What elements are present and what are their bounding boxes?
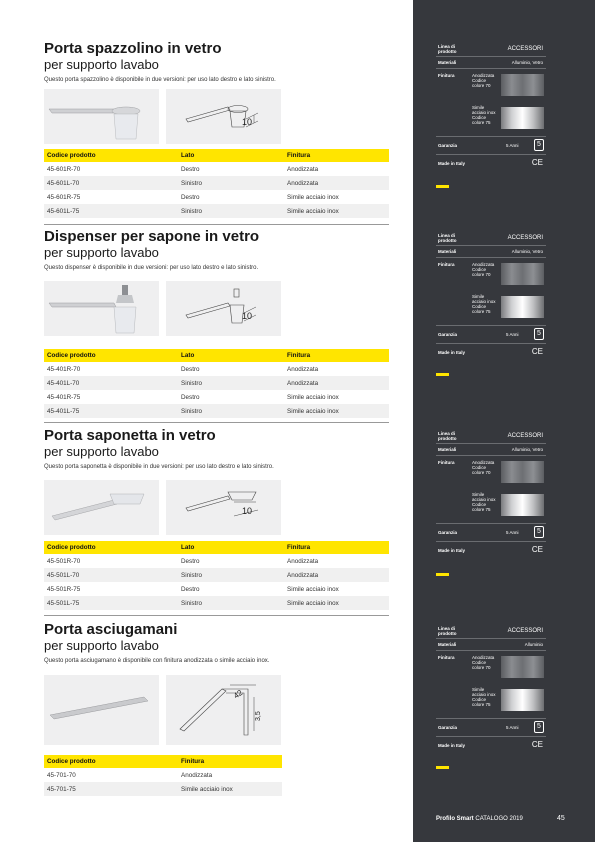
product-photo	[44, 281, 159, 336]
cell-lato: Sinistro	[178, 204, 284, 218]
cell-finitura: Simile acciaio inox	[287, 585, 339, 593]
spec-row-made	[436, 344, 546, 362]
cell-finitura: Anodizzata	[181, 771, 213, 779]
spec-value: ACCESSORI	[507, 433, 543, 439]
spec-panel	[436, 430, 546, 560]
spec-row-garanzia	[436, 719, 546, 737]
warranty-5-icon: 5	[534, 328, 544, 340]
spec-value: Alluminio, Vetro	[511, 447, 543, 452]
yellow-accent-bar	[436, 573, 449, 576]
warranty-5-icon: 5	[534, 526, 544, 538]
cell-lato: Destro	[181, 165, 200, 173]
spec-row-finitura	[436, 69, 546, 137]
soap-dispenser-image	[44, 281, 159, 336]
spec-row-made	[436, 542, 546, 560]
section-subtitle: per supporto lavabo	[44, 444, 159, 459]
towel-holder-drawing	[166, 675, 281, 745]
technical-drawing	[166, 675, 281, 745]
table-row	[44, 596, 389, 610]
cell-code: 45-601R-70	[47, 165, 81, 173]
col-header-lato: Lato	[178, 149, 284, 162]
col-header-finitura: Finitura	[284, 541, 389, 554]
spec-row-finitura	[436, 258, 546, 326]
cell-finitura: Anodizzata	[287, 557, 319, 565]
spec-panel	[436, 625, 546, 755]
section-description: Questo dispenser è disponibile in due versioni: per uso lato destro e lato sinistro.	[44, 265, 259, 271]
spec-label: Finitura	[438, 262, 455, 267]
technical-drawing	[166, 89, 281, 144]
product-photo	[44, 675, 159, 745]
spec-row-made	[436, 155, 546, 173]
spec-row-materiali	[436, 639, 546, 651]
spec-label: Finitura	[438, 460, 455, 465]
spec-row-garanzia	[436, 524, 546, 542]
section-porta-spazzolino	[44, 40, 389, 84]
col-header-lato: Lato	[178, 349, 284, 362]
dimension-label: 10	[242, 311, 253, 321]
section-title: Porta spazzolino in vetro	[44, 40, 222, 57]
spec-value: Alluminio, Vetro	[511, 60, 543, 65]
table-row	[44, 162, 389, 176]
swatch-label: Anodizzata Codice colore 70	[472, 655, 495, 670]
anodized-swatch	[501, 74, 544, 96]
spec-row-materiali	[436, 444, 546, 456]
table-row	[44, 582, 389, 596]
ce-mark-icon: CE	[531, 347, 543, 356]
spec-label: Linea di prodotto	[438, 626, 457, 636]
spec-row-materiali	[436, 246, 546, 258]
spec-label: Garanzia	[438, 725, 458, 730]
spec-label: Linea di prodotto	[438, 233, 457, 243]
product-table	[44, 149, 389, 218]
section-description: Questo porta asciugamano è disponibile con finitura anodizzata o simile acciaio inox.	[44, 658, 270, 664]
col-header-finitura: Finitura	[284, 349, 389, 362]
cell-code: 45-501L-75	[44, 596, 178, 610]
section-subtitle: per supporto lavabo	[44, 245, 159, 260]
cell-code: 45-401R-70	[47, 365, 81, 373]
spec-label: Made in Italy	[438, 743, 466, 748]
dimension-label: 3,5	[255, 711, 262, 721]
spec-label: Linea di prodotto	[438, 431, 457, 441]
swatch-label: Anodizzata Codice colore 70	[472, 460, 495, 475]
table-row	[44, 362, 389, 376]
col-header-finitura: Finitura	[284, 149, 389, 162]
spec-row-linea	[436, 625, 546, 639]
section-description: Questo porta saponetta è disponibile in due versioni: per uso lato destro e lato sinistro.	[44, 464, 274, 470]
cell-code: 45-701-70	[47, 771, 76, 779]
spec-row-garanzia	[436, 326, 546, 344]
cell-code: 45-401L-70	[44, 376, 178, 390]
spec-label: Materiali	[438, 249, 457, 254]
dimension-label: 42	[231, 688, 245, 701]
cell-finitura: Simile acciaio inox	[284, 596, 389, 610]
cell-finitura: Simile acciaio inox	[284, 404, 389, 418]
spec-label: Materiali	[438, 642, 457, 647]
cell-lato: Destro	[181, 393, 200, 401]
swatch-label: Anodizzata Codice colore 70	[472, 262, 495, 277]
spec-label: Finitura	[438, 655, 455, 660]
ce-mark-icon: CE	[531, 740, 543, 749]
toothbrush-holder-image	[44, 89, 159, 144]
yellow-accent-bar	[436, 766, 449, 769]
table-row	[44, 390, 389, 404]
footer-catalog	[436, 816, 523, 822]
spec-row-finitura	[436, 651, 546, 719]
col-header-codice: Codice prodotto	[44, 755, 178, 768]
cell-lato: Destro	[181, 193, 200, 201]
product-table	[44, 755, 282, 796]
cell-lato: Destro	[181, 365, 200, 373]
section-divider	[44, 224, 389, 225]
ce-mark-icon: CE	[531, 545, 543, 554]
spec-label: Linea di prodotto	[438, 44, 457, 54]
yellow-accent-bar	[436, 373, 449, 376]
col-header-codice: Codice prodotto	[44, 541, 178, 554]
table-row	[44, 404, 389, 418]
spec-value: ACCESSORI	[507, 628, 543, 634]
section-divider	[44, 615, 389, 616]
footer-catalog-label: CATALOGO 2019	[475, 816, 523, 822]
cell-code: 45-601R-75	[47, 193, 81, 201]
spec-value: 5 Anni	[506, 725, 519, 730]
section-subtitle: per supporto lavabo	[44, 57, 159, 72]
soap-dish-drawing	[166, 480, 281, 535]
section-divider	[44, 422, 389, 423]
spec-value: ACCESSORI	[507, 235, 543, 241]
col-header-finitura: Finitura	[178, 755, 282, 768]
table-row	[44, 376, 389, 390]
cell-finitura: Anodizzata	[284, 568, 389, 582]
cell-code: 45-601L-75	[44, 204, 178, 218]
product-table	[44, 541, 389, 610]
soap-dish-image	[44, 480, 159, 535]
inox-swatch	[501, 494, 544, 516]
spec-label: Made in Italy	[438, 548, 466, 553]
spec-value: Alluminio, Vetro	[511, 249, 543, 254]
footer-brand: Profilo Smart	[436, 816, 474, 822]
spec-row-materiali	[436, 57, 546, 69]
col-header-codice: Codice prodotto	[44, 349, 178, 362]
swatch-label: Simile acciaio inox Codice colore 75	[472, 294, 496, 314]
product-photo	[44, 480, 159, 535]
col-header-codice: Codice prodotto	[44, 149, 178, 162]
cell-finitura: Simile acciaio inox	[287, 193, 339, 201]
spec-panel	[436, 43, 546, 173]
toothbrush-holder-drawing	[166, 89, 281, 144]
soap-dispenser-drawing	[166, 281, 281, 336]
cell-code: 45-501R-75	[47, 585, 81, 593]
spec-label: Made in Italy	[438, 350, 466, 355]
anodized-swatch	[501, 656, 544, 678]
cell-lato: Sinistro	[178, 568, 284, 582]
cell-code: 45-501R-70	[47, 557, 81, 565]
section-porta-asciugamani	[44, 621, 389, 665]
swatch-label: Anodizzata Codice colore 70	[472, 73, 495, 88]
spec-row-made	[436, 737, 546, 755]
cell-code: 45-601L-70	[44, 176, 178, 190]
anodized-swatch	[501, 263, 544, 285]
table-row	[44, 176, 389, 190]
cell-finitura: Simile acciaio inox	[178, 782, 282, 796]
inox-swatch	[501, 107, 544, 129]
cell-finitura: Anodizzata	[287, 365, 319, 373]
spec-row-linea	[436, 43, 546, 57]
cell-lato: Sinistro	[178, 376, 284, 390]
section-title: Dispenser per sapone in vetro	[44, 228, 260, 245]
spec-value: 5 Anni	[506, 143, 519, 148]
technical-drawing	[166, 281, 281, 336]
table-row	[44, 568, 389, 582]
cell-lato: Sinistro	[178, 596, 284, 610]
table-row	[44, 768, 282, 782]
spec-label: Materiali	[438, 447, 457, 452]
section-subtitle: per supporto lavabo	[44, 638, 159, 653]
product-photo	[44, 89, 159, 144]
table-row	[44, 204, 389, 218]
spec-row-linea	[436, 430, 546, 444]
table-row	[44, 554, 389, 568]
cell-lato: Sinistro	[178, 404, 284, 418]
product-table	[44, 349, 389, 418]
spec-label: Garanzia	[438, 143, 458, 148]
spec-value: 5 Anni	[506, 332, 519, 337]
swatch-label: Simile acciaio inox Codice colore 75	[472, 105, 496, 125]
table-row	[44, 782, 282, 796]
cell-finitura: Simile acciaio inox	[287, 393, 339, 401]
table-row	[44, 190, 389, 204]
spec-label: Garanzia	[438, 332, 458, 337]
col-header-lato: Lato	[178, 541, 284, 554]
cell-lato: Sinistro	[178, 176, 284, 190]
spec-value: ACCESSORI	[507, 46, 543, 52]
dimension-label: 10	[242, 117, 253, 127]
spec-label: Made in Italy	[438, 161, 466, 166]
spec-panel	[436, 232, 546, 362]
spec-value: Alluminio	[524, 642, 543, 647]
section-title: Porta saponetta in vetro	[44, 427, 216, 444]
inox-swatch	[501, 296, 544, 318]
warranty-5-icon: 5	[534, 721, 544, 733]
section-porta-saponetta	[44, 427, 389, 471]
inox-swatch	[501, 689, 544, 711]
cell-finitura: Anodizzata	[287, 165, 319, 173]
page-number: 45	[557, 815, 565, 822]
towel-holder-image	[44, 675, 159, 745]
cell-code: 45-501L-70	[44, 568, 178, 582]
cell-code: 45-701-75	[44, 782, 178, 796]
technical-drawing	[166, 480, 281, 535]
anodized-swatch	[501, 461, 544, 483]
yellow-accent-bar	[436, 185, 449, 188]
cell-lato: Destro	[181, 557, 200, 565]
cell-finitura: Anodizzata	[284, 376, 389, 390]
cell-code: 45-401L-75	[44, 404, 178, 418]
spec-row-garanzia	[436, 137, 546, 155]
spec-value: 5 Anni	[506, 530, 519, 535]
spec-label: Finitura	[438, 73, 455, 78]
ce-mark-icon: CE	[531, 158, 543, 167]
dimension-label: 10	[242, 506, 253, 516]
swatch-label: Simile acciaio inox Codice colore 75	[472, 492, 496, 512]
cell-finitura: Simile acciaio inox	[284, 204, 389, 218]
section-title: Porta asciugamani	[44, 621, 178, 638]
section-description: Questo porta spazzolino è disponibile in due versioni: per uso lato destro e lato sinistro.	[44, 77, 276, 83]
cell-lato: Destro	[181, 585, 200, 593]
spec-label: Materiali	[438, 60, 457, 65]
cell-finitura: Anodizzata	[284, 176, 389, 190]
spec-label: Garanzia	[438, 530, 458, 535]
warranty-5-icon: 5	[534, 139, 544, 151]
spec-row-linea	[436, 232, 546, 246]
spec-row-finitura	[436, 456, 546, 524]
swatch-label: Simile acciaio inox Codice colore 75	[472, 687, 496, 707]
section-dispenser-sapone	[44, 228, 389, 272]
cell-code: 45-401R-75	[47, 393, 81, 401]
